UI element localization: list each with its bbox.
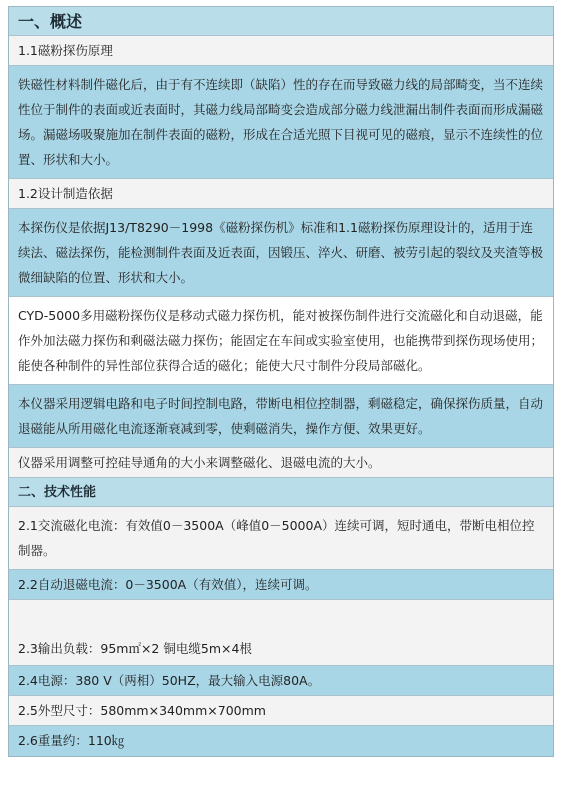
spec-weight: 2.6重量约：110㎏ (9, 726, 553, 756)
thyristor-paragraph: 仪器采用调整可控硅导通角的大小来调整磁化、退磁电流的大小。 (9, 448, 553, 478)
design-basis-title: 1.2设计制造依据 (9, 179, 553, 209)
spec-dimensions: 2.5外型尺寸：580mm×340mm×700mm (9, 696, 553, 726)
spec-magnetizing-current: 2.1交流磁化电流：有效值0－3500A（峰值0－5000A）连续可调，短时通电，带断电相位控制器。 (9, 507, 553, 570)
spec-output-load-text: 2.3输出负载：95m㎡×2 铜电缆5m×4根 (18, 641, 252, 656)
principle-paragraph: 铁磁性材料制件磁化后，由于有不连续即（缺陷）性的存在而导致磁力线的局部畸变，当不连续性位于制件的表面或近表面时，其磁力线局部畸变会造成部分磁力线泄漏出制件表面而形成漏磁场。漏磁场吸聚施加在制件表面的磁粉，形成在合适光照下目视可见的磁痕，显示不连续性的位置、形状和大小。 (9, 66, 553, 179)
circuit-paragraph: 本仪器采用逻辑电路和电子时间控制电路，带断电相位控制器，剩磁稳定，确保探伤质量，自动退磁能从所用磁化电流逐渐衰减到零，使剩磁消失，操作方便、效果更好。 (9, 385, 553, 448)
spec-document (8, 6, 554, 757)
spec-demagnetizing-current: 2.2自动退磁电流：0－3500A（有效值），连续可调。 (9, 570, 553, 600)
overview-heading: 一、概述 (9, 7, 553, 36)
design-basis-paragraph: 本探伤仪是依据J13/T8290－1998《磁粉探伤机》标准和1.1磁粉探伤原理设计的，适用于连续法、磁法探伤，能检测制件表面及近表面，因锻压、淬火、研磨、被劳引起的裂纹及夹渣等极微细缺陷的位置、形状和大小。 (9, 209, 553, 297)
intro-paragraph: CYD-5000多用磁粉探伤仪是移动式磁力探伤机，能对被探伤制件进行交流磁化和自动退磁，能作外加法磁力探伤和剩磁法磁力探伤；能固定在车间或实验室使用，也能携带到探伤现场使用；能使各种制件的异性部位获得合适的磁化；能使大尺寸制件分段局部磁化。 (9, 297, 553, 385)
spec-output-load (9, 600, 553, 666)
spec-power-supply: 2.4电源：380 V（两相）50HZ，最大输入电源80A。 (9, 666, 553, 696)
tech-heading: 二、技术性能 (9, 478, 553, 507)
principle-title: 1.1磁粉探伤原理 (9, 36, 553, 66)
